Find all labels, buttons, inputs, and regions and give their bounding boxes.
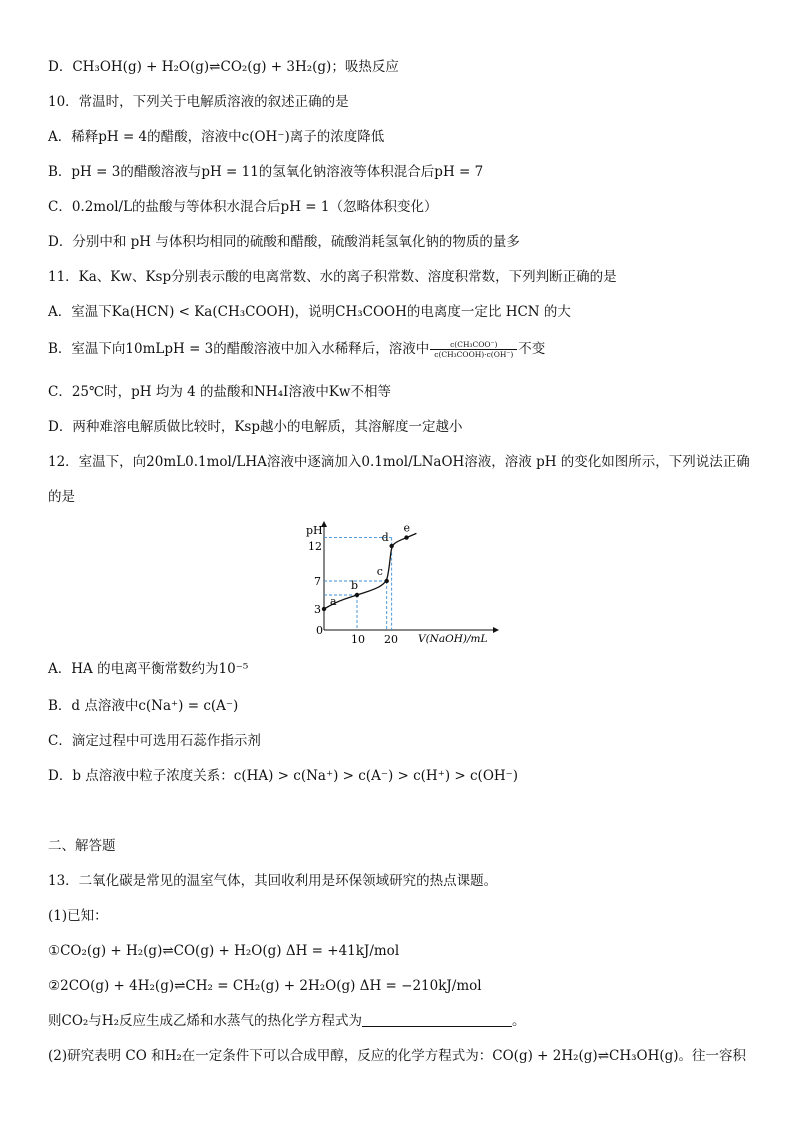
y-tick-12: 12 [308,540,322,553]
q12-stem: 12．室温下，向20mL0.1mol/LHA溶液中逐滴加入0.1mol/LNaOH溶液，溶液 pH 的变化如图所示，下列说法正确 [48,454,750,470]
q13-blank-text: 则CO₂与H₂反应生成乙烯和水蒸气的热化学方程式为 [48,1013,362,1029]
q10-option-b: B．pH = 3的醋酸溶液与pH = 11的氢氧化钠溶液等体积混合后pH = 7 [48,164,484,180]
point-label-d: d [381,531,389,544]
q10-option-d: D．分别中和 pH 与体积均相同的硫酸和醋酸，硫酸消耗氢氧化钠的物质的量多 [48,234,520,250]
point-a [322,607,326,611]
q12-option-a: A．HA 的电离平衡常数约为10⁻⁵ [48,661,249,677]
point-label-c: c [376,565,383,578]
q13-part1: (1)已知： [48,908,108,924]
origin-label: 0 [316,624,323,637]
ph-titration-chart [300,518,510,648]
q11-option-d: D．两种难溶电解质做比较时，Ksp越小的电解质，其溶解度一定越小 [48,419,463,435]
q13-blank-line [48,1012,526,1030]
q11-option-b [48,340,545,359]
q12-option-b: B．d 点溶液中c(Na⁺) = c(A⁻) [48,698,239,714]
equation-2: ②2CO(g) + 4H₂(g)⇌CH₂ = CH₂(g) + 2H₂O(g) ΔH = −210kJ/mol [48,978,482,994]
point-d [389,544,393,548]
q11-option-b-end: 不变 [518,341,546,357]
q12-option-c: C．滴定过程中可选用石蕊作指示剂 [48,733,261,749]
point-label-a: a [330,595,337,608]
y-tick-3: 3 [314,603,321,616]
q11-option-b-text: B．室温下向10mLpH = 3的醋酸溶液中加入水稀释后，溶液中 [48,341,430,357]
ph-curve [324,533,416,609]
fraction-numerator: c(CH₃COO⁻) [430,340,517,350]
q12-option-d: D．b 点溶液中粒子浓度关系：c(HA) > c(Na⁺) > c(A⁻) > c(H⁺) > c(OH⁻) [48,768,519,784]
q10-option-a: A．稀释pH = 4的醋酸，溶液中c(OH⁻)离子的浓度降低 [48,129,385,145]
q12-stem-cont: 的是 [48,489,75,505]
x-tick-20: 20 [384,633,398,646]
x-axis-label: V(NaOH)/mL [418,633,488,645]
q10-option-c: C．0.2mol/L的盐酸与等体积水混合后pH = 1（忽略体积变化） [48,199,438,215]
point-label-b: b [351,579,359,592]
q11-stem: 11．Ka、Kw、Ksp分别表示酸的电离常数、水的离子积常数、溶度积常数，下列判断正确的是 [48,269,617,285]
point-e [404,535,408,539]
q11-option-c: C．25℃时，pH 均为 4 的盐酸和NH₄I溶液中Kw不相等 [48,384,391,400]
point-label-e: e [403,521,411,535]
q13-stem: 13．二氧化碳是常见的温室气体，其回收利用是环保领域研究的热点课题。 [48,873,498,889]
concentration-fraction [430,340,517,359]
q9-option-d: D．CH₃OH(g) + H₂O(g)⇌CO₂(g) + 3H₂(g)；吸热反应 [48,59,399,75]
q13-part2: (2)研究表明 CO 和H₂在一定条件下可以合成甲醇，反应的化学方程式为：CO(g) + 2H₂(g)⇌CH₃OH(g)。往一容积 [48,1048,747,1064]
q11-option-a: A．室温下Ka(HCN) < Ka(CH₃COOH)，说明CH₃COOH的电离度一定比 HCN 的大 [48,304,571,320]
q13-blank-end: 。 [512,1013,526,1029]
equation-1: ①CO₂(g) + H₂(g)⇌CO(g) + H₂O(g) ΔH = +41kJ/mol [48,943,400,959]
curve-points [322,522,410,612]
x-tick-10: 10 [351,633,365,646]
section-heading: 二、解答题 [48,838,116,854]
point-b [355,593,359,597]
q10-stem: 10．常温时，下列关于电解质溶液的叙述正确的是 [48,94,349,110]
fraction-denominator: c(CH₃COOH)·c(OH⁻) [434,350,514,359]
y-tick-7: 7 [314,575,321,588]
answer-blank[interactable] [362,1012,512,1027]
y-axis-label: pH [306,524,323,537]
point-c [385,579,389,583]
